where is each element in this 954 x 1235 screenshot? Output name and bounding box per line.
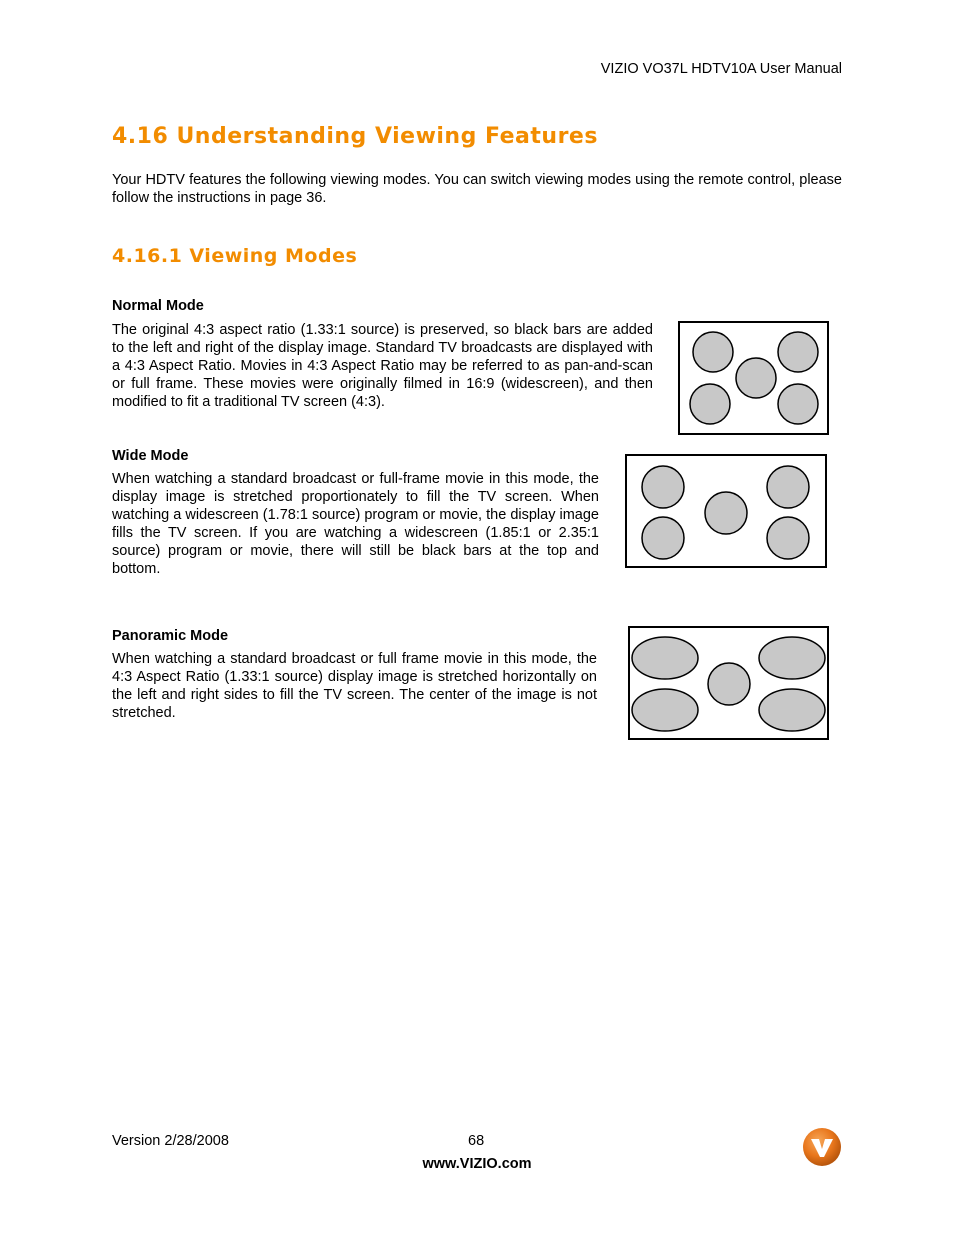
normal-mode-diagram — [668, 314, 838, 444]
vizio-logo-icon — [802, 1127, 842, 1167]
page-number: 68 — [468, 1133, 485, 1149]
manual-title: VIZIO VO37L HDTV10A User Manual — [600, 61, 842, 77]
normal-mode-description: The original 4:3 aspect ratio (1.33:1 source) is preserved, so black bars are added to the left and right of the display image. Standard TV broadcasts are displayed with a 4:3 Aspect Ratio. Movies in 4:3 Aspect Ratio may be referred to as pan-and-scan or full frame. These movies were originally filmed in 16:9 (widescreen), and then modified to fit a traditional TV screen (4:3). — [112, 322, 653, 410]
intro-paragraph: Your HDTV features the following viewing modes. You can switch viewing modes using the remote control, please follow the instructions in page 36. — [112, 172, 842, 206]
subsection-heading: 4.16.1 Viewing Modes — [112, 245, 358, 267]
panoramic-mode-diagram — [614, 617, 842, 745]
section-heading: 4.16 Understanding Viewing Features — [112, 124, 598, 149]
wide-mode-heading: Wide Mode — [112, 448, 189, 464]
panoramic-mode-description: When watching a standard broadcast or full frame movie in this mode, the 4:3 Aspect Ratio (1.33:1 source) display image is stretched horizontally on the left and right sides to fill the TV screen. The center of the image is not stretched. — [112, 651, 597, 721]
normal-mode-heading: Normal Mode — [112, 298, 204, 314]
website-url: www.VIZIO.com — [422, 1156, 532, 1172]
wide-mode-description: When watching a standard broadcast or full-frame movie in this mode, the display image is stretched proportionately to fill the TV screen. When watching a widescreen (1.78:1 source) program or movie, the display image fills the TV screen. If you are watching a widescreen (1.85:1 or 2.35:1 source) program or movie, there will still be black bars at the top and bottom. — [112, 471, 599, 577]
version-label: Version 2/28/2008 — [112, 1133, 229, 1149]
wide-mode-diagram — [616, 447, 838, 577]
panoramic-mode-heading: Panoramic Mode — [112, 628, 229, 644]
